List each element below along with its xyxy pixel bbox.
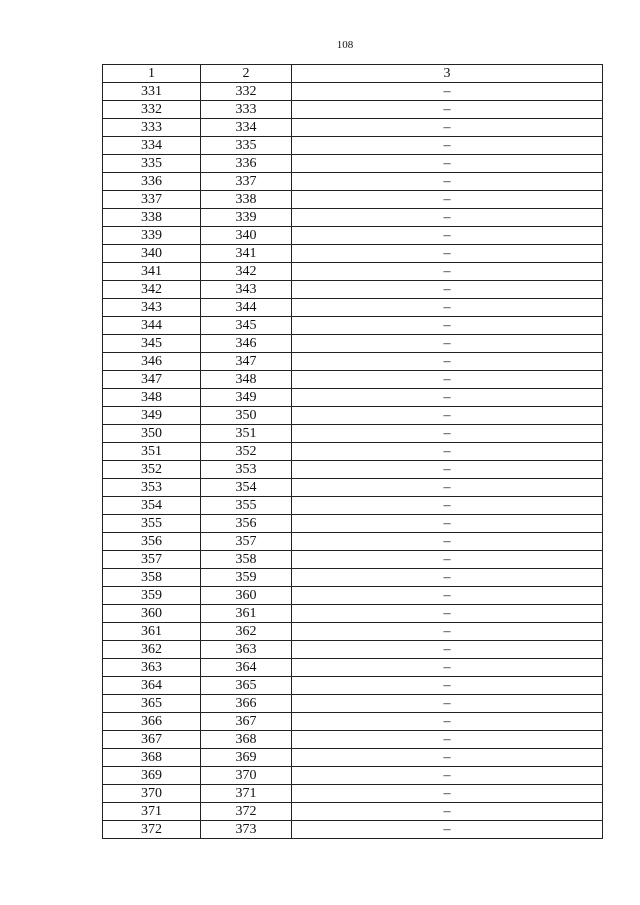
table-cell-col-2: 351 — [201, 425, 292, 443]
table-row — [103, 785, 603, 803]
table-row — [103, 731, 603, 749]
table-cell-col-1: 346 — [103, 353, 201, 371]
table-cell-col-2: 354 — [201, 479, 292, 497]
table-cell-col-2: 352 — [201, 443, 292, 461]
table-cell-col-1: 340 — [103, 245, 201, 263]
table-row — [103, 461, 603, 479]
table-cell-col-1: 354 — [103, 497, 201, 515]
table-cell-col-3: – — [292, 713, 603, 731]
table-cell-col-3: – — [292, 245, 603, 263]
table-cell-col-1: 360 — [103, 605, 201, 623]
table-cell-col-3: – — [292, 821, 603, 839]
table-cell-col-1: 337 — [103, 191, 201, 209]
table-cell-col-3: – — [292, 641, 603, 659]
table-cell-col-1: 359 — [103, 587, 201, 605]
table-row — [103, 623, 603, 641]
table-cell-col-3: – — [292, 677, 603, 695]
table-cell-col-2: 348 — [201, 371, 292, 389]
table-cell-col-1: 366 — [103, 713, 201, 731]
table-cell-col-2: 355 — [201, 497, 292, 515]
table-cell-col-3: – — [292, 281, 603, 299]
table-cell-col-2: 365 — [201, 677, 292, 695]
table-row — [103, 335, 603, 353]
table-row — [103, 569, 603, 587]
table-cell-col-1: 357 — [103, 551, 201, 569]
table-row — [103, 695, 603, 713]
table-cell-col-1: 338 — [103, 209, 201, 227]
table-cell-col-3: – — [292, 407, 603, 425]
table-cell-col-3: – — [292, 335, 603, 353]
table-row — [103, 281, 603, 299]
table-cell-col-2: 360 — [201, 587, 292, 605]
table-cell-col-3: – — [292, 83, 603, 101]
table-cell-col-1: 358 — [103, 569, 201, 587]
table-cell-col-2: 349 — [201, 389, 292, 407]
table-row — [103, 245, 603, 263]
table-cell-col-2: 346 — [201, 335, 292, 353]
table-cell-col-3: – — [292, 227, 603, 245]
table-header — [103, 65, 603, 83]
table-cell-col-2: 356 — [201, 515, 292, 533]
table-cell-col-3: – — [292, 731, 603, 749]
table-cell-col-1: 341 — [103, 263, 201, 281]
table-cell-col-2: 353 — [201, 461, 292, 479]
table-cell-col-2: 338 — [201, 191, 292, 209]
table-cell-col-2: 366 — [201, 695, 292, 713]
table-cell-col-1: 348 — [103, 389, 201, 407]
table-row — [103, 803, 603, 821]
table-cell-col-1: 336 — [103, 173, 201, 191]
table-row — [103, 713, 603, 731]
table-cell-col-1: 331 — [103, 83, 201, 101]
table-cell-col-1: 332 — [103, 101, 201, 119]
table-row — [103, 173, 603, 191]
column-header-2: 2 — [201, 65, 292, 83]
table-cell-col-3: – — [292, 155, 603, 173]
table-cell-col-3: – — [292, 803, 603, 821]
table-row — [103, 821, 603, 839]
table-cell-col-2: 344 — [201, 299, 292, 317]
table-cell-col-1: 369 — [103, 767, 201, 785]
table-row — [103, 191, 603, 209]
table-row — [103, 497, 603, 515]
table-cell-col-3: – — [292, 767, 603, 785]
table-cell-col-1: 363 — [103, 659, 201, 677]
table-row — [103, 551, 603, 569]
table-cell-col-2: 337 — [201, 173, 292, 191]
table-row — [103, 371, 603, 389]
table-row — [103, 353, 603, 371]
table-row — [103, 101, 603, 119]
column-header-1: 1 — [103, 65, 201, 83]
table-cell-col-3: – — [292, 209, 603, 227]
table-cell-col-1: 345 — [103, 335, 201, 353]
table-cell-col-2: 334 — [201, 119, 292, 137]
table-cell-col-1: 352 — [103, 461, 201, 479]
table-cell-col-3: – — [292, 173, 603, 191]
table-cell-col-2: 372 — [201, 803, 292, 821]
table-cell-col-3: – — [292, 497, 603, 515]
table-cell-col-1: 347 — [103, 371, 201, 389]
table-cell-col-2: 347 — [201, 353, 292, 371]
table-row — [103, 407, 603, 425]
table-cell-col-2: 343 — [201, 281, 292, 299]
table-row — [103, 209, 603, 227]
table-row — [103, 641, 603, 659]
table-cell-col-1: 333 — [103, 119, 201, 137]
table-row — [103, 479, 603, 497]
table-row — [103, 767, 603, 785]
table-cell-col-2: 336 — [201, 155, 292, 173]
table-cell-col-2: 339 — [201, 209, 292, 227]
table-cell-col-1: 344 — [103, 317, 201, 335]
table-cell-col-3: – — [292, 299, 603, 317]
table-cell-col-3: – — [292, 785, 603, 803]
table-cell-col-1: 339 — [103, 227, 201, 245]
table-cell-col-3: – — [292, 551, 603, 569]
table-cell-col-1: 335 — [103, 155, 201, 173]
table-cell-col-1: 343 — [103, 299, 201, 317]
table-cell-col-3: – — [292, 353, 603, 371]
table-row — [103, 425, 603, 443]
table-row — [103, 119, 603, 137]
table-cell-col-3: – — [292, 443, 603, 461]
page-number: 108 — [336, 39, 354, 51]
table-cell-col-3: – — [292, 263, 603, 281]
table-cell-col-1: 372 — [103, 821, 201, 839]
table-row — [103, 83, 603, 101]
table-cell-col-3: – — [292, 101, 603, 119]
table-cell-col-3: – — [292, 623, 603, 641]
table-cell-col-3: – — [292, 569, 603, 587]
table-cell-col-2: 342 — [201, 263, 292, 281]
table-row — [103, 587, 603, 605]
table-cell-col-2: 370 — [201, 767, 292, 785]
table-cell-col-2: 368 — [201, 731, 292, 749]
table-cell-col-3: – — [292, 659, 603, 677]
table-cell-col-1: 365 — [103, 695, 201, 713]
table-row — [103, 515, 603, 533]
table-cell-col-2: 340 — [201, 227, 292, 245]
table-cell-col-1: 349 — [103, 407, 201, 425]
data-table — [102, 64, 603, 839]
table-cell-col-1: 351 — [103, 443, 201, 461]
table-cell-col-2: 357 — [201, 533, 292, 551]
table-row — [103, 677, 603, 695]
table-cell-col-1: 362 — [103, 641, 201, 659]
table-row — [103, 443, 603, 461]
table-row — [103, 605, 603, 623]
table-cell-col-2: 359 — [201, 569, 292, 587]
table-cell-col-1: 356 — [103, 533, 201, 551]
table-cell-col-1: 371 — [103, 803, 201, 821]
table-cell-col-1: 334 — [103, 137, 201, 155]
table-cell-col-3: – — [292, 317, 603, 335]
table-cell-col-2: 350 — [201, 407, 292, 425]
table-cell-col-2: 367 — [201, 713, 292, 731]
table-row — [103, 533, 603, 551]
table-row — [103, 299, 603, 317]
table-body — [103, 83, 603, 839]
table-cell-col-2: 341 — [201, 245, 292, 263]
table-cell-col-3: – — [292, 749, 603, 767]
table-cell-col-2: 369 — [201, 749, 292, 767]
table-cell-col-1: 361 — [103, 623, 201, 641]
table-cell-col-3: – — [292, 389, 603, 407]
table-cell-col-1: 368 — [103, 749, 201, 767]
table-cell-col-1: 350 — [103, 425, 201, 443]
table-cell-col-3: – — [292, 371, 603, 389]
table-cell-col-2: 332 — [201, 83, 292, 101]
table-cell-col-2: 362 — [201, 623, 292, 641]
table-row — [103, 389, 603, 407]
table-cell-col-3: – — [292, 425, 603, 443]
table-row — [103, 659, 603, 677]
table-cell-col-2: 358 — [201, 551, 292, 569]
table-cell-col-1: 367 — [103, 731, 201, 749]
header-row — [103, 65, 603, 83]
table-cell-col-3: – — [292, 137, 603, 155]
table-cell-col-3: – — [292, 191, 603, 209]
table-cell-col-3: – — [292, 605, 603, 623]
table-cell-col-3: – — [292, 515, 603, 533]
table-cell-col-1: 355 — [103, 515, 201, 533]
table-row — [103, 317, 603, 335]
table-row — [103, 749, 603, 767]
table-cell-col-2: 364 — [201, 659, 292, 677]
table-cell-col-3: – — [292, 461, 603, 479]
table-cell-col-1: 370 — [103, 785, 201, 803]
table-cell-col-2: 363 — [201, 641, 292, 659]
table-cell-col-1: 364 — [103, 677, 201, 695]
table-row — [103, 155, 603, 173]
table-cell-col-3: – — [292, 119, 603, 137]
table-cell-col-2: 361 — [201, 605, 292, 623]
table-cell-col-2: 373 — [201, 821, 292, 839]
column-header-3: 3 — [292, 65, 603, 83]
table-cell-col-3: – — [292, 533, 603, 551]
table-cell-col-2: 345 — [201, 317, 292, 335]
table-cell-col-3: – — [292, 587, 603, 605]
table-cell-col-2: 335 — [201, 137, 292, 155]
table-row — [103, 227, 603, 245]
table-row — [103, 137, 603, 155]
table-row — [103, 263, 603, 281]
table-cell-col-3: – — [292, 479, 603, 497]
table-cell-col-1: 342 — [103, 281, 201, 299]
table-cell-col-2: 371 — [201, 785, 292, 803]
table-cell-col-1: 353 — [103, 479, 201, 497]
table-cell-col-3: – — [292, 695, 603, 713]
table-cell-col-2: 333 — [201, 101, 292, 119]
